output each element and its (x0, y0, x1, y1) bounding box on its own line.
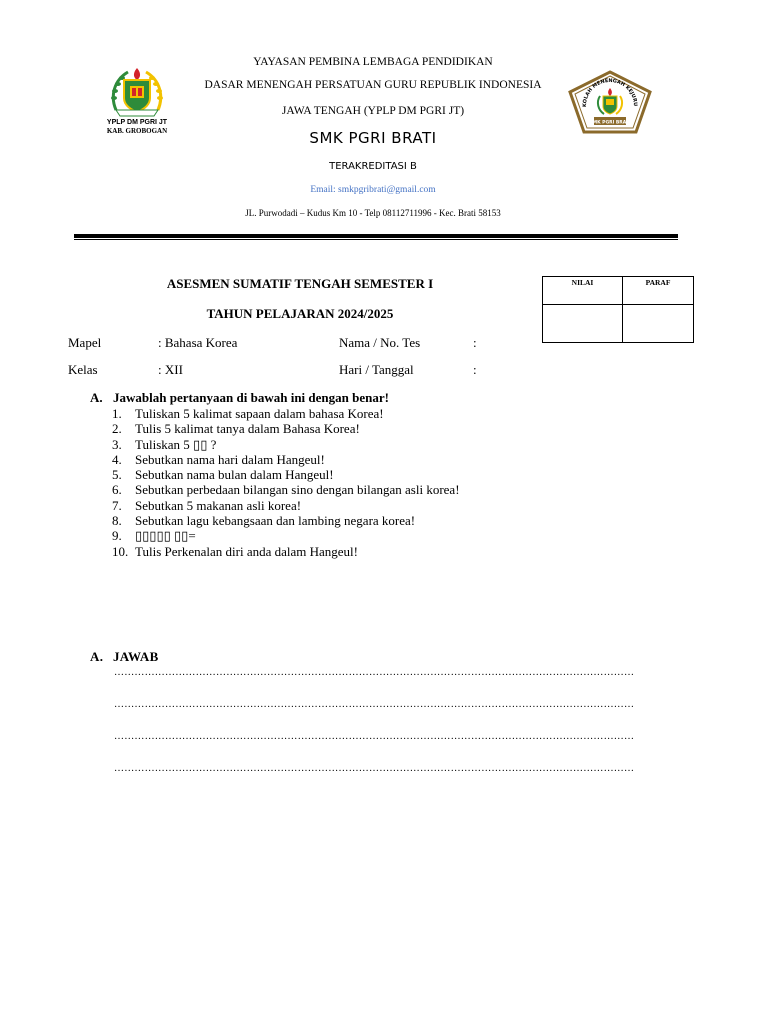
answer-line[interactable]: ……………………………………………………………………………………………………………………………………… (114, 763, 635, 774)
right-logo-banner: SMK PGRI BRATI (589, 120, 631, 126)
list-item: 7. Sebutkan 5 makanan asli korea! (112, 497, 302, 513)
left-logo-region: KAB. GROBOGAN (106, 127, 168, 135)
score-cell-nilai[interactable] (543, 305, 623, 342)
nama-field[interactable]: : (473, 335, 477, 350)
answer-line[interactable]: ……………………………………………………………………………………………………………………………………… (114, 731, 635, 742)
kelas-label: Kelas (68, 362, 98, 377)
right-logo-arc-text: KOLAH MENENGAH KEJURU (581, 77, 639, 108)
list-item: 2. Tulis 5 kalimat tanya dalam Bahasa Korea! (112, 421, 360, 437)
questions-heading (90, 390, 389, 406)
mapel-value: : Bahasa Korea (158, 335, 238, 350)
school-email-link[interactable]: Email: smkpgribrati@gmail.com (310, 185, 436, 195)
questions-section-letter: A. (90, 390, 103, 405)
letterhead-divider-thick (74, 234, 678, 238)
hari-label: Hari / Tanggal (339, 362, 414, 377)
foundation-subtitle: DASAR MENENGAH PERSATUAN GURU REPUBLIK INDONESIA (204, 79, 542, 91)
smk-pentagon-emblem-icon (568, 70, 652, 134)
answer-title: JAWAB (113, 649, 159, 664)
foundation-name: YAYASAN PEMBINA LEMBAGA PENDIDIKAN (253, 56, 493, 68)
nama-label: Nama / No. Tes (339, 335, 421, 350)
left-logo (98, 66, 176, 136)
list-item: 6. Sebutkan perbedaan bilangan sino dengan bilangan asli korea! (112, 482, 460, 498)
list-item: 8. Sebutkan lagu kebangsaan dan lambing negara korea! (112, 513, 416, 529)
list-item: 4. Sebutkan nama hari dalam Hangeul! (112, 451, 325, 467)
answer-line[interactable]: ……………………………………………………………………………………………………………………………………… (114, 667, 635, 678)
exam-year: TAHUN PELAJARAN 2024/2025 (206, 306, 394, 321)
exam-title: ASESMEN SUMATIF TENGAH SEMESTER I (166, 276, 434, 291)
school-name: SMK PGRI BRATI (309, 129, 437, 147)
questions-instruction: Jawablah pertanyaan di bawah ini dengan benar! (113, 390, 389, 405)
list-item: 10. Tulis Perkenalan diri anda dalam Hangeul! (112, 543, 358, 559)
answer-section-letter: A. (90, 649, 104, 664)
list-item: 9. ▯▯▯▯▯ ▯▯= (112, 528, 196, 544)
kelas-value: : XII (158, 362, 183, 377)
score-cell-paraf[interactable] (623, 305, 693, 342)
list-item: 1. Tuliskan 5 kalimat sapaan dalam bahasa Korea! (112, 406, 384, 421)
score-header-paraf: PARAF (623, 277, 693, 305)
foundation-region: JAWA TENGAH (YPLP DM PGRI JT) (281, 105, 465, 117)
list-item: 5. Sebutkan nama bulan dalam Hangeul! (112, 467, 334, 483)
school-address: JL. Purwodadi – Kudus Km 10 - Telp 08112711996 - Kec. Brati 58153 (245, 208, 501, 218)
left-logo-caption: YPLP DM PGRI JT (106, 119, 168, 126)
mapel-label: Mapel (68, 335, 102, 350)
letterhead-divider-thin (74, 239, 678, 240)
score-table (542, 276, 694, 343)
answer-line[interactable]: ……………………………………………………………………………………………………………………………………… (114, 699, 635, 710)
answer-heading (90, 649, 159, 665)
score-header-nilai: NILAI (543, 277, 623, 305)
hari-field[interactable]: : (473, 362, 477, 377)
list-item: 3. Tuliskan 5 ▯▯ ? (112, 436, 217, 452)
pgri-emblem-icon (108, 66, 166, 118)
right-logo (568, 70, 652, 134)
accreditation: TERAKREDITASI B (329, 161, 417, 172)
question-list (112, 406, 460, 559)
